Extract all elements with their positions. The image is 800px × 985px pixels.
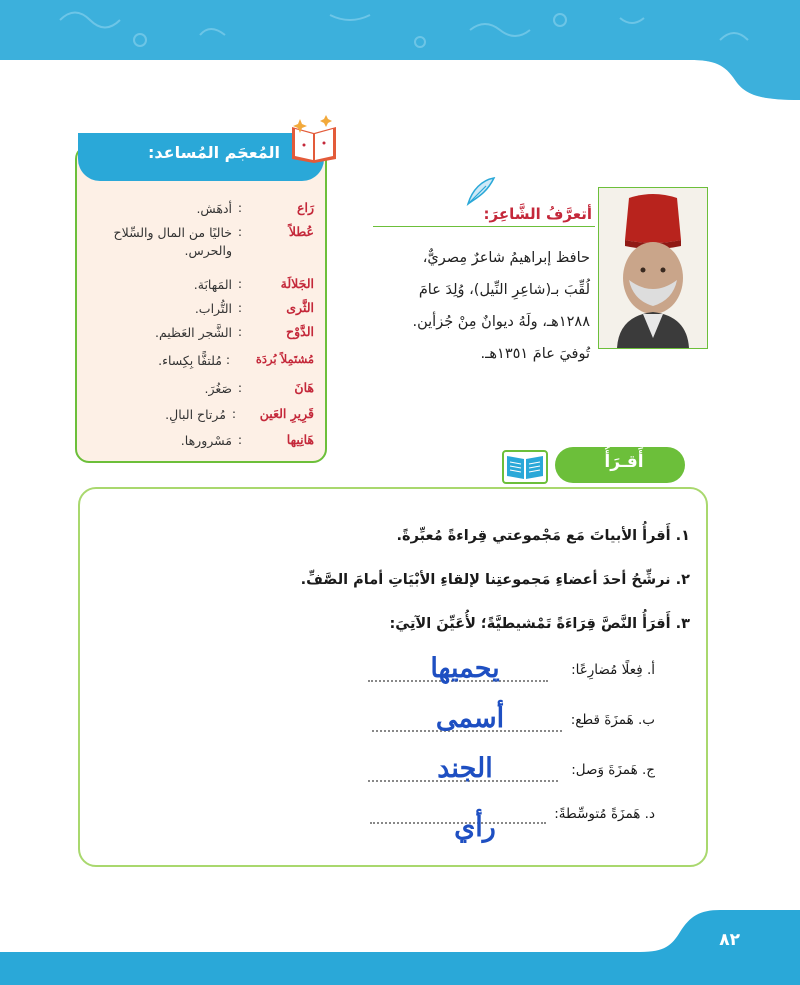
instruction-3: ٣. أَقرَأُ النَّصَّ قِرَاءَةً تَمْشيطيَّةً؛ لأُعَيِّنَ الآتِيَ: (389, 616, 690, 632)
dictionary-title: المُعجَم المُساعد: (148, 143, 280, 162)
answer-c: الجند (437, 753, 493, 784)
instruction-2: ٢. نرشِّحُ أحدَ أعضاءِ مَجموعتِنا لإلقاءِ الأبْيَاتِ أمامَ الصَّفِّ. (300, 572, 690, 588)
dictionary-entry (84, 380, 314, 406)
dictionary-entry (84, 300, 314, 326)
dictionary-entry (84, 352, 314, 378)
page-number: ٨٢ (719, 930, 740, 950)
dictionary-meaning: الشَّجر العَظيم. (154, 325, 232, 340)
exercise-label-a: أ. فِعلًا مُضارِعًا: (571, 662, 655, 678)
read-section-title: أَقـرَأُ (604, 452, 644, 472)
entry-separator: : (225, 352, 231, 367)
dictionary-word: هَانَ (294, 380, 314, 395)
dictionary-entry (84, 276, 314, 302)
dictionary-meaning: مُلتفًّا بِكِساء. (158, 353, 222, 368)
dictionary-meaning: التُّراب. (194, 301, 232, 316)
poet-bio-line: حافظ إبراهيمُ شاعرٌ مِصريٌّ، (422, 250, 590, 266)
entry-separator: : (237, 432, 243, 447)
dictionary-entry (84, 200, 314, 226)
exercise-label-d: د. هَمزَةً مُتوسِّطةً: (554, 806, 655, 822)
poet-portrait-image (599, 188, 707, 348)
dictionary-entry (84, 224, 314, 268)
footer-band (0, 900, 800, 985)
dictionary-meaning: خاليًا من المال والسِّلاح والحرس. (113, 225, 232, 258)
header-band (0, 0, 800, 100)
poet-heading: أتعرَّفُ الشَّاعِرَ: (483, 205, 592, 223)
dictionary-meaning: مَسْرورها. (180, 433, 232, 448)
poet-heading-underline (373, 226, 595, 228)
entry-separator: : (237, 224, 243, 239)
dictionary-word: الدَّوْح (286, 324, 314, 339)
exercise-label-c: ج. هَمزَةَ وَصل: (571, 762, 655, 778)
feather-quill-icon (464, 176, 498, 208)
entry-separator: : (231, 406, 237, 421)
poet-biography (380, 242, 590, 370)
dictionary-word: هَانِيها (286, 432, 314, 447)
dictionary-word: الجَلالَة (280, 276, 314, 291)
answer-d: رأي (454, 812, 496, 843)
open-book-stars-icon (286, 113, 342, 165)
dictionary-word: عُطلاً (288, 224, 314, 239)
dictionary-meaning: أدهَش. (196, 201, 232, 216)
entry-separator: : (237, 324, 243, 339)
entry-separator: : (237, 276, 243, 291)
answer-a: يحميها (430, 653, 500, 684)
dictionary-word: رَاع (297, 200, 314, 215)
exercise-label-b: ب. هَمزَةَ قطع: (570, 712, 655, 728)
open-book-icon (502, 450, 548, 484)
poet-bio-line: تُوفيَ عامَ ١٣٥١هـ. (480, 346, 590, 362)
dictionary-meaning: المَهابَة. (193, 277, 232, 292)
poet-bio-line: ١٢٨٨هـ، ولَهُ ديوانٌ مِنْ جُزأين. (412, 314, 590, 330)
entry-separator: : (237, 300, 243, 315)
dictionary-entry (84, 432, 314, 458)
poet-bio-line: لُقِّبَ بـ(شاعِرِ النِّيل)، وُلِدَ عامَ (418, 282, 590, 298)
dictionary-entry (84, 406, 314, 432)
poet-portrait (598, 187, 708, 349)
dictionary-word: قَرِيرِ العَين (259, 406, 314, 421)
dictionary-meaning: صَغُرَ. (204, 381, 232, 396)
entry-separator: : (237, 380, 243, 395)
dictionary-word: الثَّرى (286, 300, 314, 315)
dictionary-entry (84, 324, 314, 350)
dictionary-meaning: مُرتاح البالِ. (165, 407, 226, 422)
dictionary-word: مُشتَمِلاً بُردَة (255, 352, 314, 366)
answer-b: أسمى (435, 703, 505, 734)
instruction-1: ١. أَقرأُ الأبياتَ مَع مَجْموعتي قِراءةً مُعبِّرةً. (396, 528, 690, 544)
entry-separator: : (237, 200, 243, 215)
